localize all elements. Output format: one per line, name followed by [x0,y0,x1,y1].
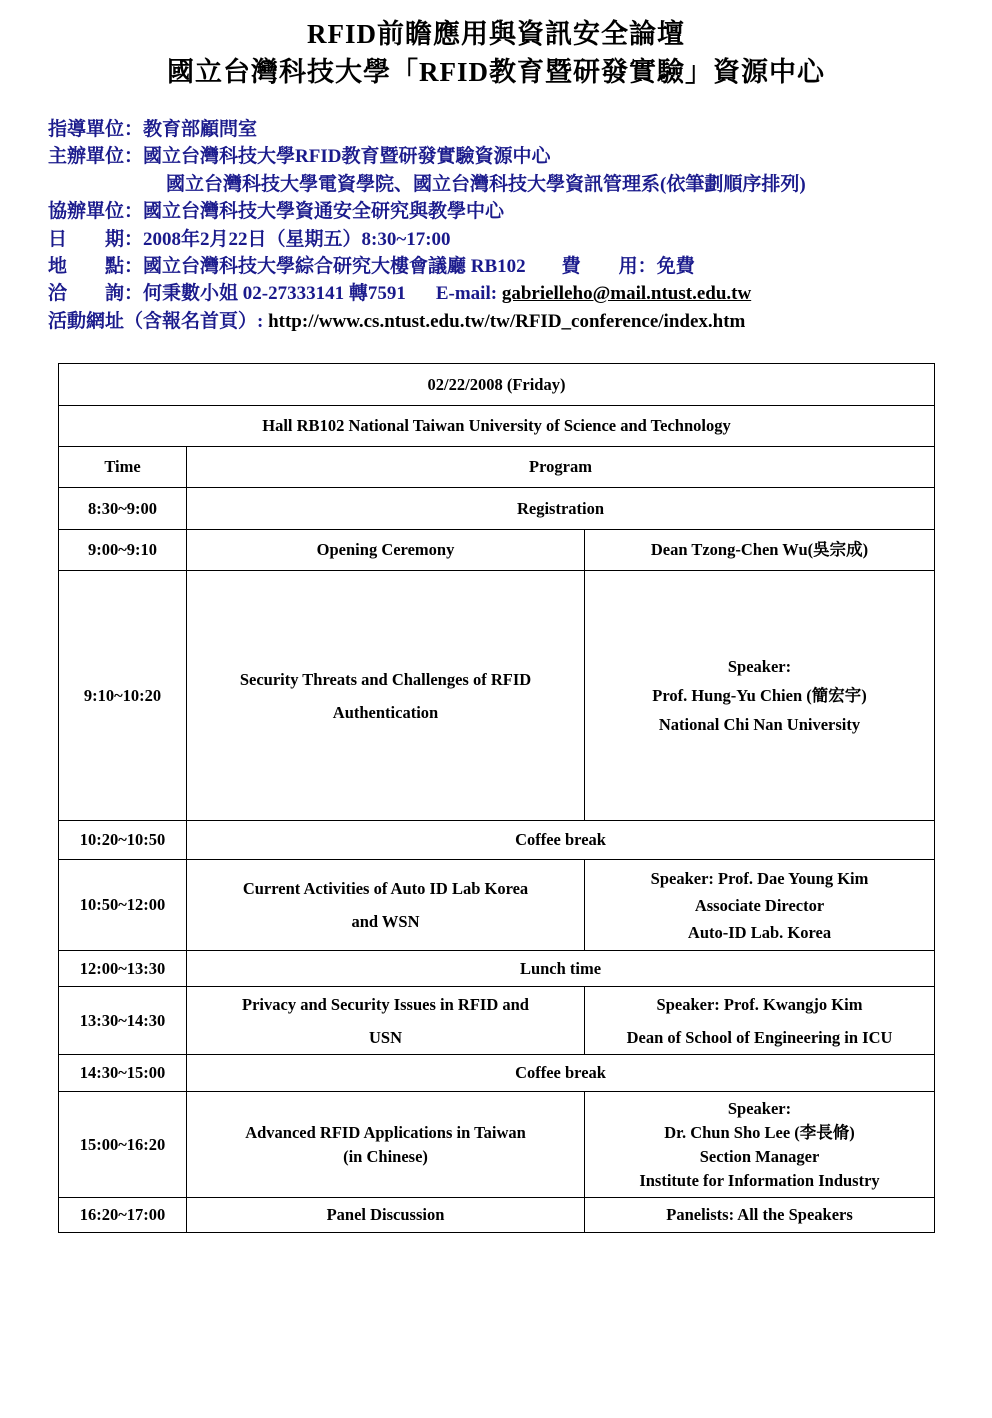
speaker-line: Associate Director [694,895,825,915]
time-cell: 9:00~9:10 [59,530,187,571]
table-row [59,860,935,951]
website-label: 活動網址（含報名首頁）: [48,310,264,332]
guidance-line [48,116,968,143]
program-cell [187,571,585,821]
program-cell: Lunch time [187,951,935,987]
email-link[interactable]: gabrielleho@mail.ntust.edu.tw [501,283,752,305]
table-row [59,530,935,571]
program-cell [187,1092,585,1198]
event-info [48,116,968,335]
organizer-line-2 [48,171,968,198]
date-value: 2008年2月22日（星期五）8:30~17:00 [143,228,451,250]
table-header-row [59,447,935,488]
website-line [48,308,968,335]
program-cell: Coffee break [187,1055,935,1092]
time-cell: 9:10~10:20 [59,571,187,821]
speaker-line: Section Manager [699,1146,820,1166]
speaker-cell: Panelists: All the Speakers [585,1198,935,1233]
table-row [59,1055,935,1092]
co-organizer-label: 協辦單位： [48,201,144,223]
col-header-program: Program [187,447,935,488]
place-line [48,253,968,280]
program-cell [187,860,585,951]
organizer-line [48,143,968,170]
title-line-2: 國立台灣科技大學「RFID教育暨研發實驗」資源中心 [167,57,825,87]
speaker-line: Dr. Chun Sho Lee (李長脩) [664,1122,855,1142]
program-line: Current Activities of Auto ID Lab Korea [242,879,529,898]
col-header-time: Time [59,447,187,488]
guidance-value: 教育部顧問室 [143,119,258,140]
speaker-line: Speaker: [727,1098,792,1118]
program-line: Authentication [332,702,439,722]
fee-label: 費 用： [561,255,657,277]
program-line: and WSN [351,912,420,931]
date-line [48,226,968,253]
table-row [59,987,935,1055]
table-row [59,406,935,447]
speaker-cell [585,571,935,821]
program-line: Advanced RFID Applications in Taiwan [245,1122,526,1142]
time-cell: 10:50~12:00 [59,860,187,951]
speaker-line: National Chi Nan University [658,715,861,734]
contact-line [48,280,968,307]
table-row [59,364,935,406]
organizer-value-2: 國立台灣科技大學電資學院、國立台灣科技大學資訊管理系(依筆劃順序排列) [166,173,806,195]
time-cell: 14:30~15:00 [59,1055,187,1092]
guidance-label: 指導單位： [48,119,144,140]
time-cell: 8:30~9:00 [59,488,187,530]
organizer-value-1: 國立台灣科技大學RFID教育暨研發實驗資源中心 [143,146,551,168]
organizer-label: 主辦單位： [48,146,144,168]
contact-label: 洽 詢： [48,283,144,305]
speaker-cell [585,860,935,951]
table-row [59,821,935,860]
speaker-line: Institute for Information Industry [639,1170,880,1190]
table-row [59,488,935,530]
speaker-cell [585,987,935,1055]
table-row [59,571,935,821]
program-cell: Panel Discussion [187,1198,585,1233]
program-cell [187,987,585,1055]
schedule-venue: Hall RB102 National Taiwan University of Science and Technology [59,406,935,447]
program-line: (in Chinese) [343,1146,428,1166]
speaker-cell: Dean Tzong-Chen Wu(吳宗成) [585,530,935,571]
time-cell: 13:30~14:30 [59,987,187,1055]
time-cell: 12:00~13:30 [59,951,187,987]
schedule-table [58,363,935,1233]
email-label: E-mail: [435,283,498,305]
date-label: 日 期： [48,228,144,250]
program-cell: Opening Ceremony [187,530,585,571]
speaker-line: Speaker: Prof. Dae Young Kim [650,868,869,888]
program-line: Privacy and Security Issues in RFID and [242,994,529,1014]
time-cell: 16:20~17:00 [59,1198,187,1233]
table-row [59,1198,935,1233]
speaker-line: Dean of School of Engineering in ICU [626,1027,893,1047]
speaker-line: Speaker: [727,657,792,676]
speaker-cell [585,1092,935,1198]
schedule-date: 02/22/2008 (Friday) [59,364,935,406]
title-line-1: RFID前瞻應用與資訊安全論壇 [307,19,685,49]
place-value: 國立台灣科技大學綜合研究大樓會議廳 RB102 [143,255,526,277]
contact-value: 何秉數小姐 02-27333141 轉7591 [143,283,406,305]
fee-value: 免費 [656,255,695,277]
time-cell: 15:00~16:20 [59,1092,187,1198]
program-cell: Coffee break [187,821,935,860]
place-label: 地 點： [48,255,144,277]
website-link[interactable]: http://www.cs.ntust.edu.tw/tw/RFID_conference/index.htm [268,310,746,332]
program-line: Security Threats and Challenges of RFID [239,669,532,689]
speaker-line: Auto-ID Lab. Korea [687,922,832,942]
co-organizer-line [48,198,968,225]
program-cell: Registration [187,488,935,530]
co-organizer-value: 國立台灣科技大學資通安全研究與教學中心 [143,201,505,223]
time-cell: 10:20~10:50 [59,821,187,860]
table-row [59,951,935,987]
speaker-line: Speaker: Prof. Kwangjo Kim [656,994,863,1014]
program-line: USN [368,1027,402,1047]
speaker-line: Prof. Hung-Yu Chien (簡宏宇) [652,686,867,705]
table-row [59,1092,935,1198]
